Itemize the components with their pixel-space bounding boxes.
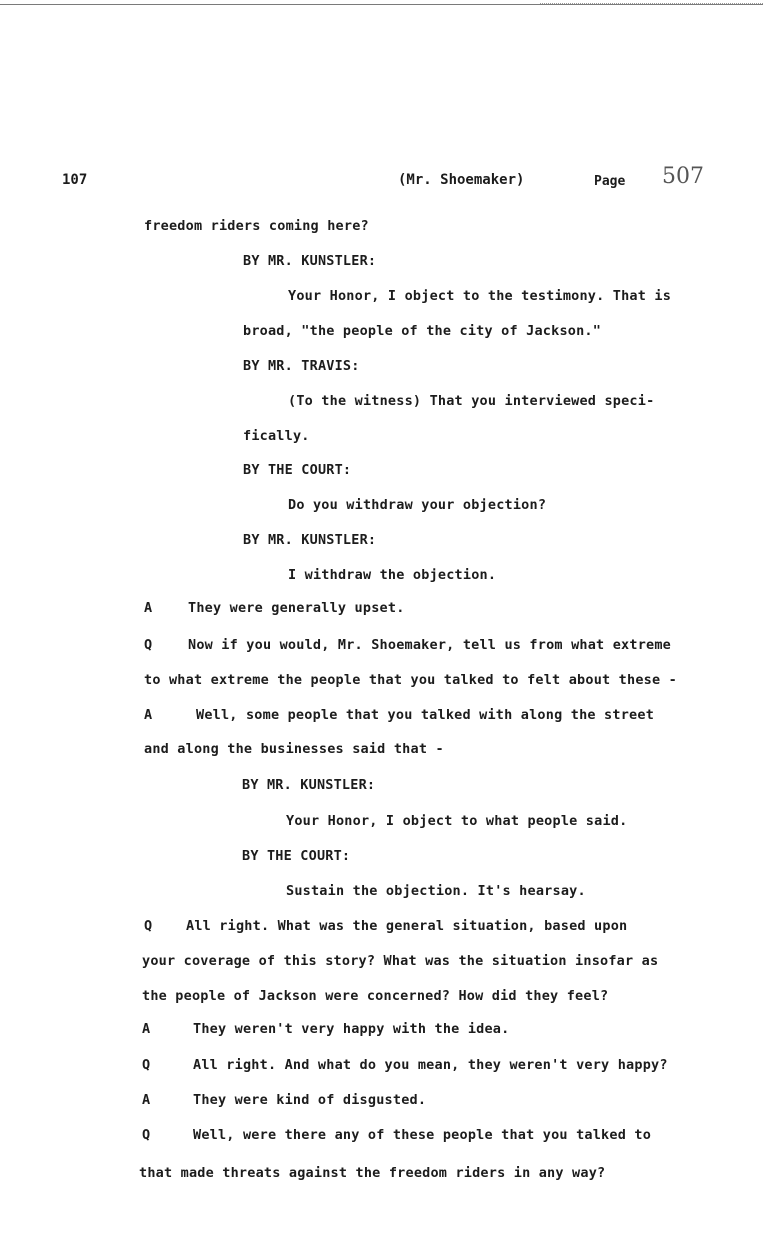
line-text: Your Honor, I object to the testimony. That is (288, 288, 672, 304)
line-text: freedom riders coming here? (144, 218, 369, 234)
line-text: to what extreme the people that you talked to felt about these - (144, 672, 677, 688)
speaker-name: (Mr. Shoemaker) (398, 172, 525, 188)
page-number: 507 (662, 164, 704, 189)
answer-marker: A (142, 1092, 151, 1108)
line-text: Now if you would, Mr. Shoemaker, tell us from what extreme (188, 637, 672, 653)
line-text: Well, some people that you talked with along the street (196, 707, 655, 723)
question-marker: Q (142, 1127, 151, 1143)
answer-marker: A (144, 707, 153, 723)
line-text: and along the businesses said that - (144, 741, 444, 757)
line-text: All right. And what do you mean, they weren't very happy? (193, 1057, 668, 1073)
line-text: I withdraw the objection. (288, 567, 497, 583)
line-text: Do you withdraw your objection? (288, 497, 547, 513)
line-text: BY MR. KUNSTLER: (243, 532, 377, 548)
line-text: Sustain the objection. It's hearsay. (286, 883, 586, 899)
answer-marker: A (142, 1021, 151, 1037)
line-number: 107 (62, 172, 88, 188)
line-text: BY THE COURT: (242, 848, 351, 864)
line-text: BY MR. KUNSTLER: (242, 777, 376, 793)
line-text: They were generally upset. (188, 600, 405, 616)
line-text: They were kind of disgusted. (193, 1092, 427, 1108)
line-text: broad, "the people of the city of Jackson." (243, 323, 602, 339)
line-text: fically. (243, 428, 310, 444)
line-text: Well, were there any of these people that you talked to (193, 1127, 652, 1143)
question-marker: Q (144, 918, 153, 934)
line-text: the people of Jackson were concerned? How did they feel? (142, 988, 609, 1004)
line-text: All right. What was the general situation, based upon (186, 918, 628, 934)
line-text: BY MR. TRAVIS: (243, 358, 360, 374)
line-text: They weren't very happy with the idea. (193, 1021, 510, 1037)
line-text: (To the witness) That you interviewed speci- (288, 393, 655, 409)
line-text: your coverage of this story? What was the situation insofar as (142, 953, 659, 969)
line-text: BY MR. KUNSTLER: (243, 253, 377, 269)
page-label: Page (594, 174, 626, 189)
line-text: Your Honor, I object to what people said. (286, 813, 628, 829)
question-marker: Q (142, 1057, 151, 1073)
line-text: BY THE COURT: (243, 462, 352, 478)
line-text: that made threats against the freedom riders in any way? (139, 1165, 606, 1181)
question-marker: Q (144, 637, 153, 653)
answer-marker: A (144, 600, 153, 616)
